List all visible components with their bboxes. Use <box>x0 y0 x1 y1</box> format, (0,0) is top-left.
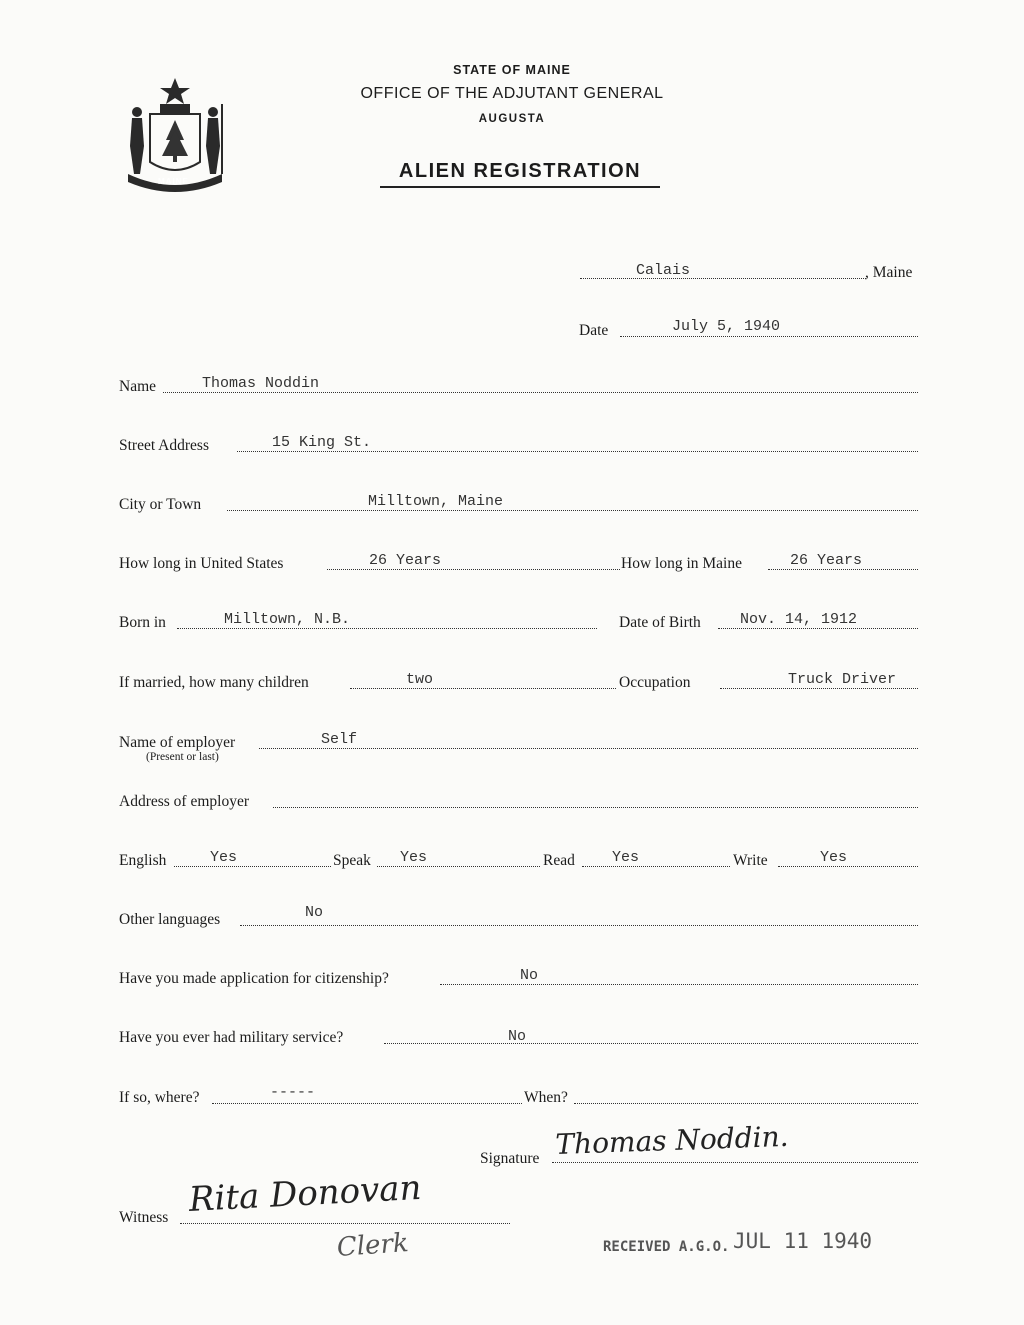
occupation-value: Truck Driver <box>788 671 897 688</box>
name-value: Thomas Noddin <box>202 375 320 392</box>
employer-address-line <box>273 807 918 808</box>
street-label: Street Address <box>119 437 209 454</box>
location-value: Calais <box>636 262 691 279</box>
employer-line <box>259 748 918 749</box>
write-value: Yes <box>820 849 848 866</box>
city-value: Milltown, Maine <box>368 493 504 510</box>
english-line <box>174 866 331 867</box>
children-line <box>350 688 616 689</box>
us-years-label: How long in United States <box>119 555 284 572</box>
witness-line <box>180 1223 510 1224</box>
name-label: Name <box>119 378 157 395</box>
read-line <box>582 866 730 867</box>
signature-line <box>552 1162 918 1163</box>
name-line <box>163 392 918 393</box>
dob-value: Nov. 14, 1912 <box>740 611 858 628</box>
other-languages-value: No <box>305 904 324 921</box>
born-line <box>177 628 597 629</box>
city-heading: AUGUSTA <box>478 113 546 125</box>
city-line <box>227 510 918 511</box>
location-line <box>580 278 866 279</box>
date-value: July 5, 1940 <box>672 318 781 335</box>
where-value: ----- <box>270 1084 316 1101</box>
form-title: ALIEN REGISTRATION <box>380 160 660 188</box>
office-heading: OFFICE OF THE ADJUTANT GENERAL <box>360 85 664 102</box>
employer-value: Self <box>321 731 358 748</box>
citizenship-label: Have you made application for citizenship? <box>119 970 389 987</box>
children-label: If married, how many children <box>119 674 309 691</box>
citizenship-value: No <box>520 967 539 984</box>
signature-value: Thomas Noddin. <box>554 1119 790 1161</box>
military-value: No <box>508 1028 527 1045</box>
city-label: City or Town <box>119 496 202 513</box>
other-languages-label: Other languages <box>119 911 221 928</box>
witness-title: Clerk <box>335 1228 410 1263</box>
state-heading: STATE OF MAINE <box>453 63 571 77</box>
occupation-line <box>720 688 918 689</box>
where-line <box>212 1103 522 1104</box>
witness-signature: Rita Donovan <box>187 1167 423 1220</box>
speak-label: Speak <box>333 852 371 869</box>
write-label: Write <box>733 852 768 869</box>
speak-value: Yes <box>400 849 428 866</box>
us-years-line <box>327 569 620 570</box>
english-label: English <box>119 852 167 869</box>
maine-years-label: How long in Maine <box>621 555 742 572</box>
children-value: two <box>406 671 434 688</box>
received-stamp-date: JUL 11 1940 <box>733 1229 873 1253</box>
dob-label: Date of Birth <box>619 614 701 631</box>
military-line <box>384 1043 918 1044</box>
born-label: Born in <box>119 614 166 631</box>
speak-line <box>377 866 540 867</box>
signature-label: Signature <box>480 1150 540 1167</box>
military-label: Have you ever had military service? <box>119 1029 344 1046</box>
employer-label: Name of employer <box>119 734 236 751</box>
read-label: Read <box>543 852 575 869</box>
street-line <box>237 451 918 452</box>
employer-sublabel: (Present or last) <box>146 751 219 763</box>
citizenship-line <box>440 984 918 985</box>
us-years-value: 26 Years <box>369 552 442 569</box>
seal-banner-text: MAINE <box>158 177 189 186</box>
employer-address-label: Address of employer <box>119 793 249 810</box>
witness-label: Witness <box>119 1209 169 1226</box>
write-line <box>778 866 918 867</box>
occupation-label: Occupation <box>619 674 691 691</box>
when-label: When? <box>524 1089 568 1106</box>
read-value: Yes <box>612 849 640 866</box>
maine-years-value: 26 Years <box>790 552 863 569</box>
maine-years-line <box>768 569 918 570</box>
where-label: If so, where? <box>119 1089 200 1106</box>
date-line <box>620 336 918 337</box>
dob-line <box>718 628 918 629</box>
street-value: 15 King St. <box>272 434 372 451</box>
location-suffix: , Maine <box>865 264 913 281</box>
when-line <box>574 1103 918 1104</box>
born-value: Milltown, N.B. <box>224 611 351 628</box>
maine-state-seal-icon <box>122 74 228 201</box>
english-value: Yes <box>210 849 238 866</box>
received-stamp-text: RECEIVED A.G.O. <box>603 1239 730 1255</box>
date-label: Date <box>579 322 609 339</box>
other-languages-line <box>240 925 918 926</box>
